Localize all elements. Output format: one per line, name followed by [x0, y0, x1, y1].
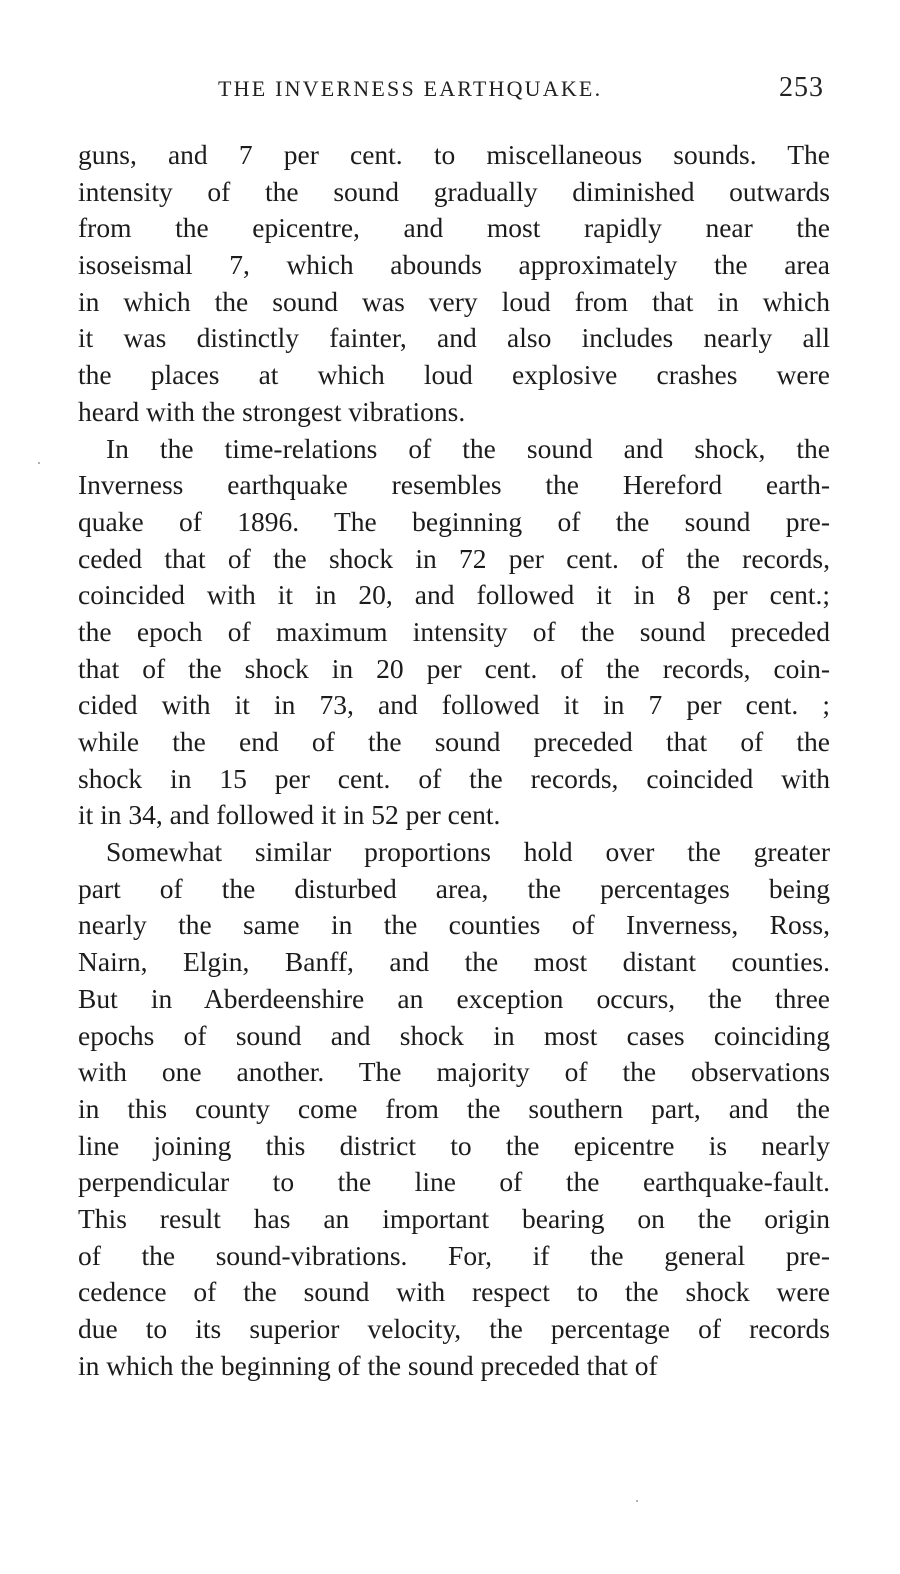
text-line: of the sound-vibrations. For, if the general pre- — [78, 1239, 830, 1271]
text-line: from the epicentre, and most rapidly near the — [78, 212, 830, 244]
paragraph — [78, 137, 830, 431]
paper-speck — [38, 462, 40, 464]
text-line: quake of 1896. The beginning of the sound pre- — [78, 505, 830, 537]
text-line: the places at which loud explosive crashes were — [78, 359, 830, 391]
text-line: nearly the same in the counties of Inverness, Ross, — [78, 909, 830, 941]
text-line: heard with the strongest vibrations. — [78, 395, 466, 427]
text-line: the epoch of maximum intensity of the sound preceded — [78, 615, 830, 647]
text-line: shock in 15 per cent. of the records, coincided with — [78, 762, 830, 794]
text-line: due to its superior velocity, the percentage of records — [78, 1313, 830, 1344]
page-number: 253 — [779, 72, 824, 103]
text-line: perpendicular to the line of the earthquake-fault. — [78, 1166, 830, 1198]
text-line: line joining this district to the epicentre is nearly — [78, 1129, 830, 1161]
text-line: intensity of the sound gradually diminished outwards — [78, 175, 830, 207]
text-line: isoseismal 7, which abounds approximately the area — [78, 249, 830, 281]
text-line: epochs of sound and shock in most cases coinciding — [78, 1019, 830, 1051]
text-line: cedence of the sound with respect to the shock were — [78, 1276, 830, 1308]
paper-speck — [636, 1500, 638, 1502]
text-line: Somewhat similar proportions hold over the greater — [106, 836, 830, 868]
text-line: part of the disturbed area, the percentages being — [78, 872, 830, 904]
text-line: ceded that of the shock in 72 per cent. of the records, — [78, 542, 830, 574]
body-text — [78, 137, 830, 1384]
text-line: in this county come from the southern part, and the — [78, 1092, 830, 1124]
text-line: Inverness earthquake resembles the Hereford earth- — [78, 469, 830, 501]
running-head — [78, 72, 830, 108]
text-line: This result has an important bearing on the origin — [78, 1202, 830, 1234]
paragraph — [78, 431, 830, 835]
text-line: cided with it in 73, and followed it in 7 per cent. ; — [78, 689, 830, 721]
text-line: in which the beginning of the sound preceded that of — [78, 1349, 658, 1381]
paragraph — [78, 834, 830, 1384]
text-line: in which the sound was very loud from that in which — [78, 285, 830, 317]
text-line: In the time-relations of the sound and shock, the — [106, 432, 830, 464]
text-line: it in 34, and followed it in 52 per cent. — [78, 799, 501, 831]
running-title: THE INVERNESS EARTHQUAKE. — [218, 76, 603, 101]
text-line: But in Aberdeenshire an exception occurs, the three — [78, 982, 830, 1014]
text-line: it was distinctly fainter, and also includes nearly all — [78, 322, 830, 354]
text-line: with one another. The majority of the observations — [78, 1056, 830, 1088]
text-line: guns, and 7 per cent. to miscellaneous sounds. The — [78, 139, 830, 170]
text-line: coincided with it in 20, and followed it in 8 per cent.; — [78, 579, 830, 611]
text-line: that of the shock in 20 per cent. of the records, coin- — [78, 652, 830, 684]
text-line: while the end of the sound preceded that of the — [78, 726, 830, 757]
text-line: Nairn, Elgin, Banff, and the most distant counties. — [78, 946, 830, 978]
